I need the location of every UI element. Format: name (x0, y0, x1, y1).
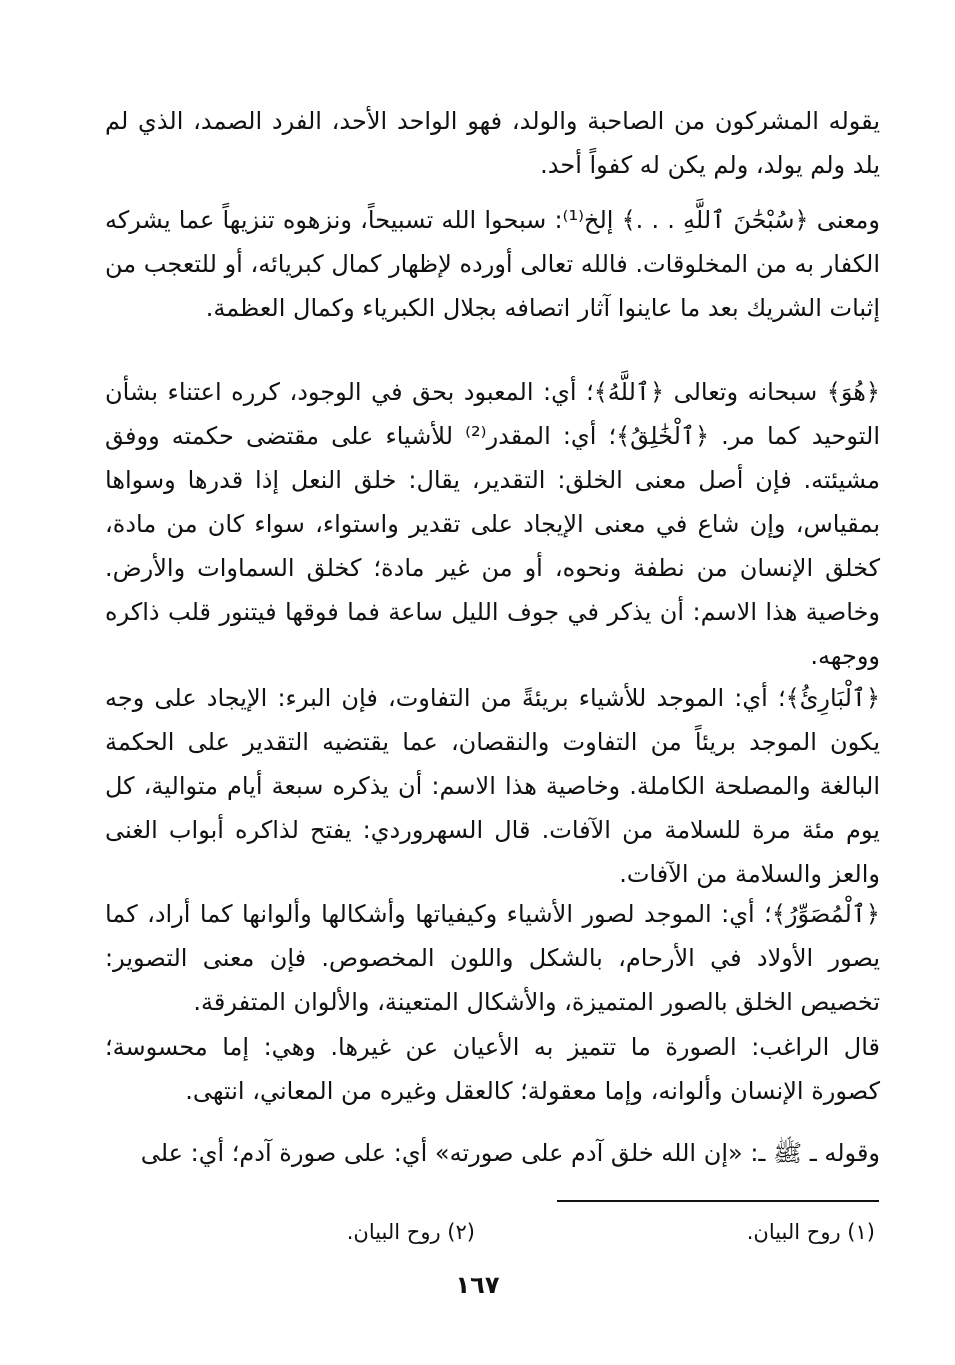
page-number: ١٦٧ (455, 1271, 500, 1299)
paragraph-2: ومعنى ﴿سُبْحَٰنَ ٱللَّهِ . . .﴾ إلخ⁽¹⁾: سبحوا الله تسبيحاً، ونزهوه تنزيهاً عما يشركه الكفار به من المخلوقات. فالله تعالى أورده لإظهار كمال كبريائه، أو للتعجب من إثبات الشريك بعد ما عاينوا آثار اتصافه بجلال الكبرياء وكمال العظمة. (105, 206, 881, 322)
footnote-divider (557, 1200, 879, 1202)
paragraph-4: ﴿ٱلْبَارِئُ﴾؛ أي: الموجد للأشياء بريئةً من التفاوت، فإن البرء: الإيجاد على وجه يكون الموجد بريئاً من التفاوت والنقصان، عما يقتضيه التقدير على الحكمة البالغة والمصلحة الكاملة. وخاصية هذا الاسم: أن يذكره سبعة أيام متوالية، كل يوم مئة مرة للسلامة من الآفات. قال السهروردي: يفتح لذاكره أبواب الغنى والعز والسلامة من الآفات. (105, 684, 880, 888)
paragraph-3: ﴿هُوَ﴾ سبحانه وتعالى ﴿ٱللَّهُ﴾؛ أي: المعبود بحق في الوجود، كرره اعتناء بشأن التوحيد كما مر. ﴿ٱلْخَٰلِقُ﴾؛ أي: المقدر⁽²⁾ للأشياء على مقتضى حكمته ووفق مشيئته. فإن أصل معنى الخلق: التقدير، يقال: خلق النعل إذا قدرها وسواها بمقياس، وإن شاع في معنى الإيجاد على تقدير واستواء، سواء كان من مادة، كخلق الإنسان من نطفة ونحوه، أو من غير مادة؛ كخلق السماوات والأرض. وخاصية هذا الاسم: أن يذكر في جوف الليل ساعة فما فوقها فيتنور قلب ذاكره ووجهه. (105, 378, 881, 670)
footnote-2: (٢) روح البيان. (346, 1220, 475, 1244)
paragraph-1: يقوله المشركون من الصاحبة والولد، فهو الواحد الأحد، الفرد الصمد، الذي لم يلد ولم يولد، ولم يكن له كفواً أحد. (105, 107, 880, 179)
paragraph-6: قال الراغب: الصورة ما تتميز به الأعيان عن غيرها. وهي: إما محسوسة؛ كصورة الإنسان وألوانه، وإما معقولة؛ كالعقل وغيره من المعاني، انتهى. (105, 1033, 880, 1105)
paragraph-5: ﴿ٱلْمُصَوِّرُ﴾؛ أي: الموجد لصور الأشياء وكيفياتها وأشكالها وألوانها كما أراد، كما يصور الأولاد في الأرحام، بالشكل واللون المخصوص. فإن معنى التصوير: تخصيص الخلق بالصور المتميزة، والأشكال المتعينة، والألوان المتفرقة. (105, 900, 880, 1016)
paragraph-7: وقوله ـ ﷺ ـ: «إن الله خلق آدم على صورته» أي: على صورة آدم؛ أي: على (140, 1139, 880, 1167)
footnote-1: (١) روح البيان. (746, 1220, 875, 1244)
